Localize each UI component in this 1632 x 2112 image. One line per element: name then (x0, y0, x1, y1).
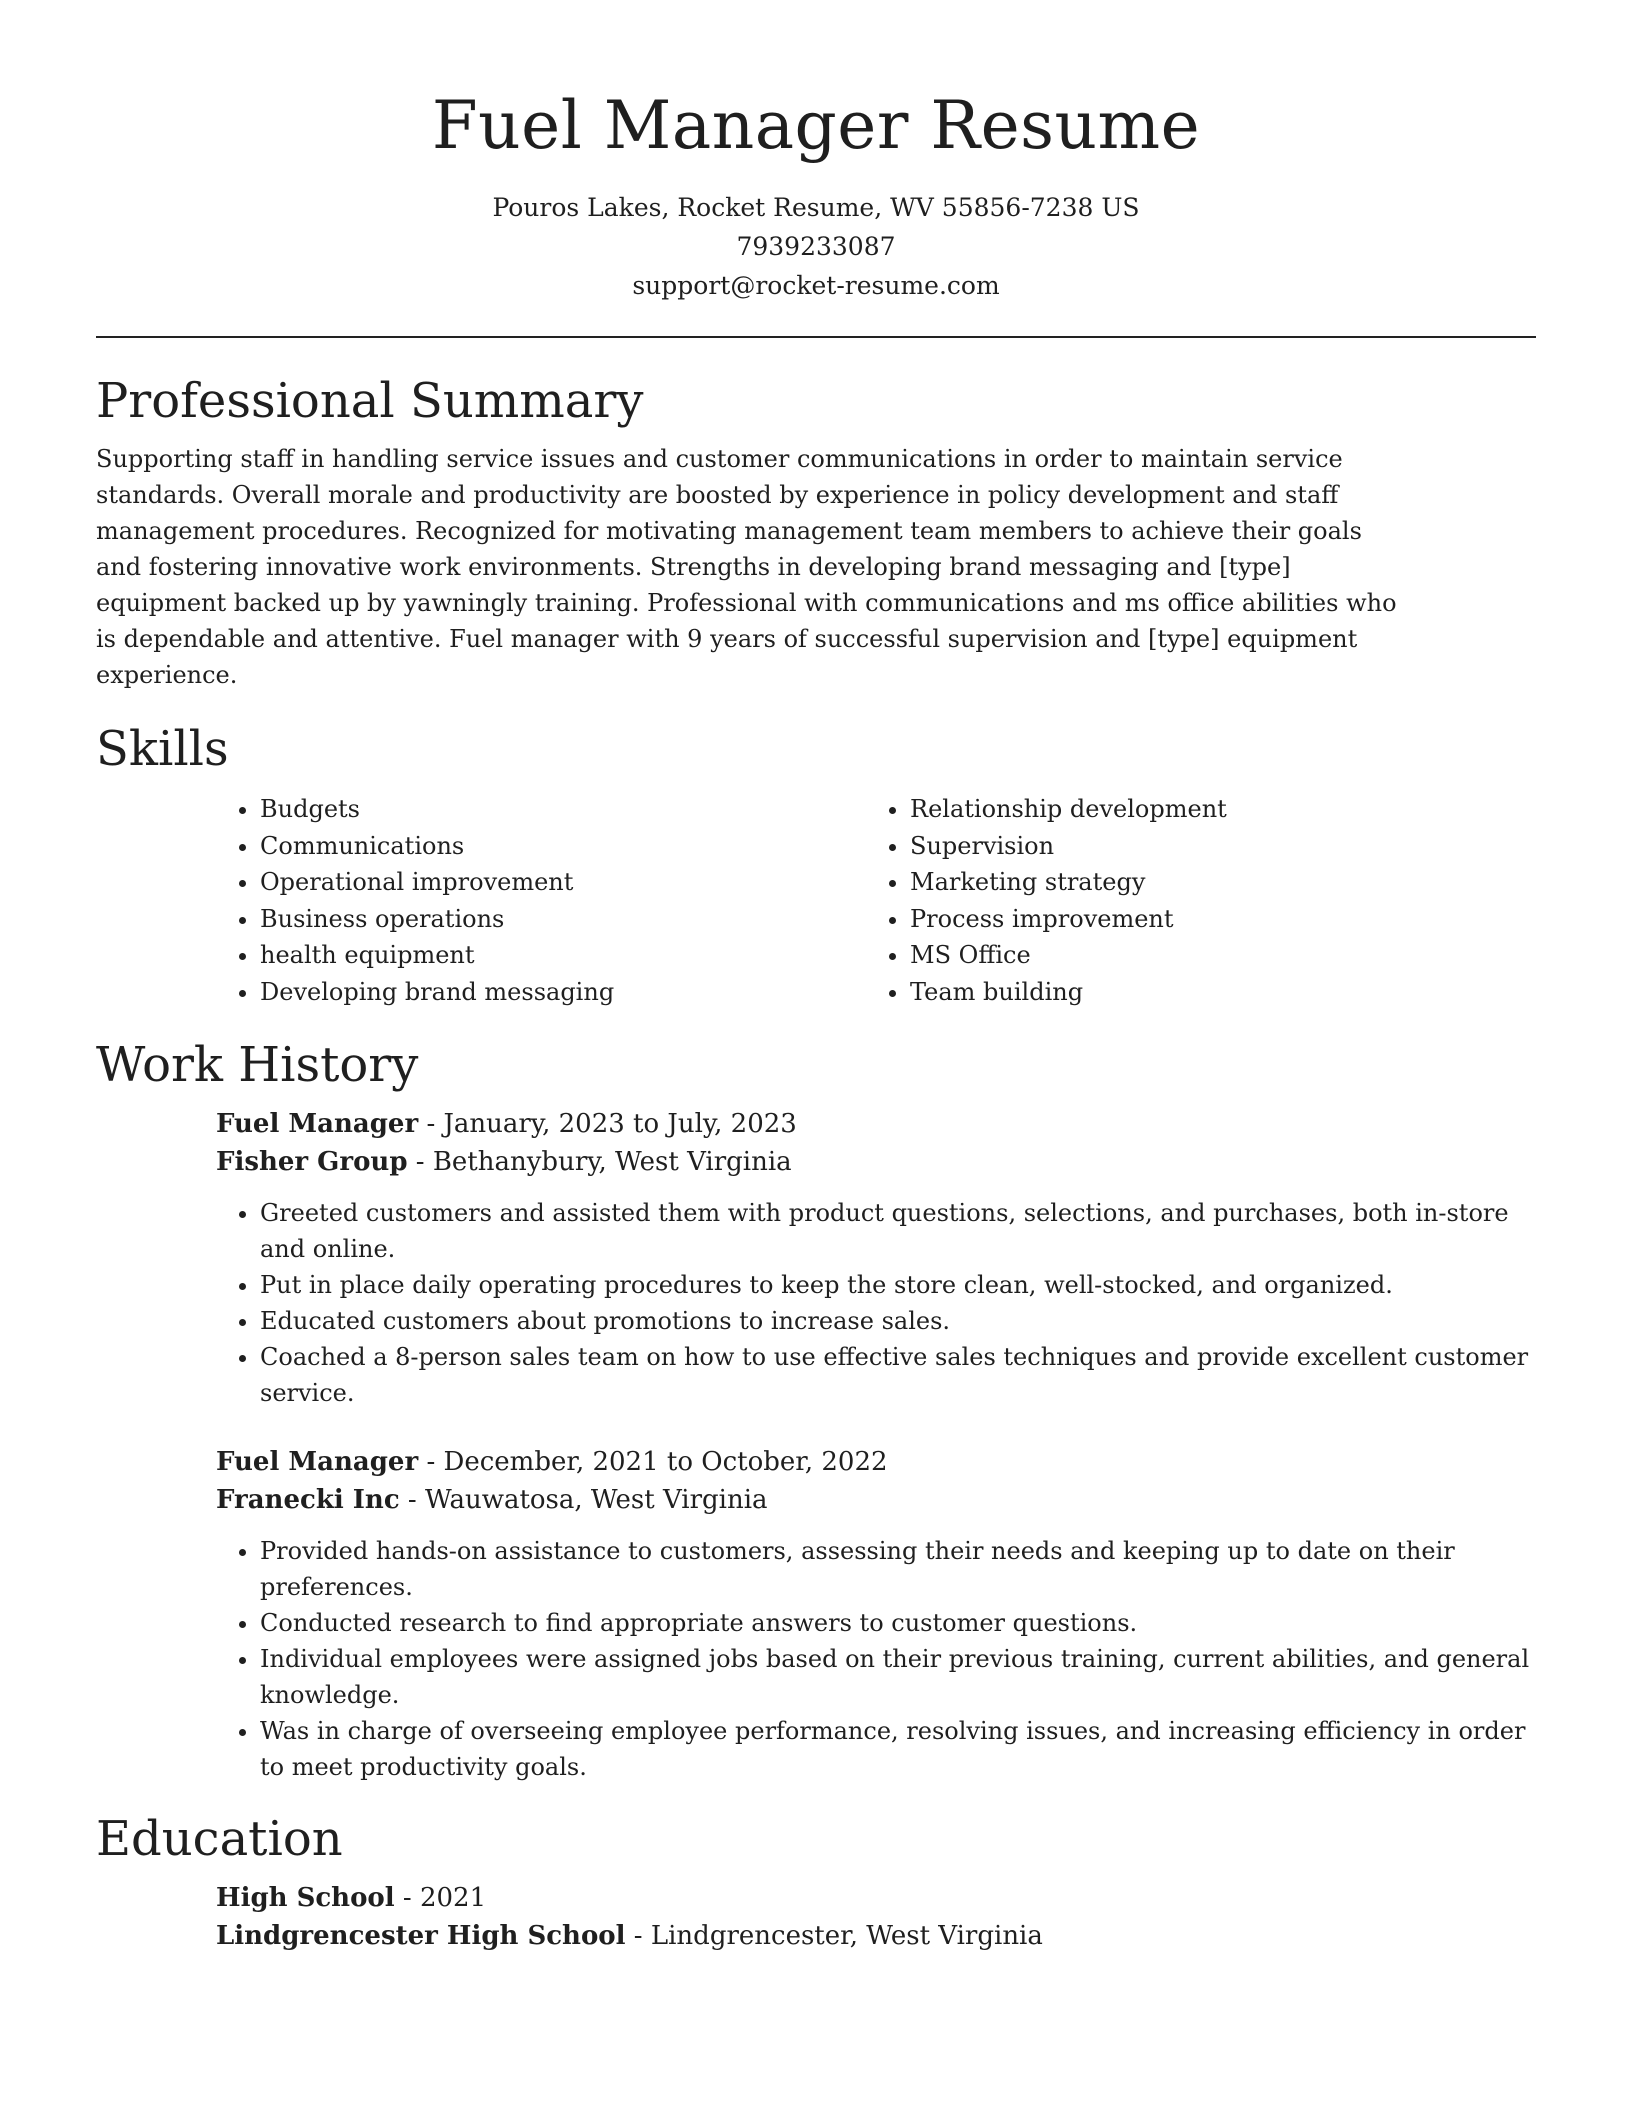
skills-column-left (216, 791, 866, 1011)
job-entry (216, 1105, 1536, 1411)
education-degree: High School (216, 1882, 395, 1913)
contact-email: support@rocket-resume.com (632, 271, 1000, 300)
skill-item: • Developing brand messaging (260, 974, 866, 1011)
education-degree-line (216, 1879, 1536, 1917)
education-location: - Lindgrencester, West Virginia (625, 1920, 1043, 1951)
contact-phone: 7939233087 (736, 232, 896, 261)
job-bullet: • Greeted customers and assisted them with product questions, selections, and purchases, both in-store and online. (260, 1195, 1540, 1267)
job-bullet: • Educated customers about promotions to increase sales. (260, 1303, 1540, 1339)
summary-section (96, 371, 1536, 693)
job-location: - Wauwatosa, West Virginia (399, 1484, 768, 1515)
contact-address: Pouros Lakes, Rocket Resume, WV 55856-7238 US (492, 193, 1140, 222)
skills-column-right (866, 791, 1516, 1011)
education-entry (216, 1879, 1536, 1955)
summary-heading: Professional Summary (96, 373, 644, 429)
skill-item: • Business operations (260, 901, 866, 938)
job-bullet: • Was in charge of overseeing employee performance, resolving issues, and increasing efficiency in order to meet productivity goals. (260, 1713, 1540, 1785)
job-location: - Bethanybury, West Virginia (407, 1146, 792, 1177)
work-section (96, 1035, 1536, 1785)
skills-heading: Skills (96, 721, 229, 777)
job-bullet: • Provided hands-on assistance to customers, assessing their needs and keeping up to date on their preferences. (260, 1533, 1540, 1605)
education-year: - 2021 (394, 1882, 487, 1913)
skills-list (216, 791, 1536, 1011)
skill-item: • MS Office (910, 937, 1516, 974)
education-school-line (216, 1917, 1536, 1955)
job-role: Fuel Manager (216, 1108, 419, 1139)
education-school: Lindgrencester High School (216, 1920, 626, 1951)
skill-item: • Process improvement (910, 901, 1516, 938)
resume-title: Fuel Manager Resume (431, 87, 1201, 164)
resume-page (96, 0, 1536, 1955)
skill-item: • Team building (910, 974, 1516, 1011)
job-bullet: • Conducted research to find appropriate answers to customer questions. (260, 1605, 1540, 1641)
skill-item: • Communications (260, 828, 866, 865)
education-section (96, 1809, 1536, 1955)
skill-item: • Budgets (260, 791, 866, 828)
header-divider (96, 336, 1536, 338)
job-company-line (216, 1143, 1536, 1181)
job-dates: - January, 2023 to July, 2023 (418, 1108, 797, 1139)
education-heading: Education (96, 1810, 343, 1867)
skill-item: • Supervision (910, 828, 1516, 865)
job-company: Franecki Inc (216, 1484, 400, 1515)
skill-item: • Relationship development (910, 791, 1516, 828)
job-bullets (216, 1195, 1540, 1411)
contact-block (96, 188, 1536, 305)
summary-text: Supporting staff in handling service issues and customer communications in order to maintain service standards. Overall morale and productivity are boosted by experience in policy development and staff management procedures. Recognized for motivating management team members to achieve their goals and fostering innovative work environments. Strengths in developing brand messaging and [type] equipment backed up by yawningly training. Professional with communications and ms office abilities who is dependable and attentive. Fuel manager with 9 years of successful supervision and [type] equipment experience. (96, 445, 1397, 689)
job-title-line (216, 1105, 1536, 1143)
job-dates: - December, 2021 to October, 2022 (418, 1446, 888, 1477)
skill-item: • health equipment (260, 937, 866, 974)
resume-header (96, 0, 1536, 305)
job-company: Fisher Group (216, 1146, 408, 1177)
job-title-line (216, 1443, 1536, 1481)
job-bullet: • Individual employees were assigned jobs based on their previous training, current abilities, and general knowledge. (260, 1641, 1540, 1713)
job-bullet: • Put in place daily operating procedures to keep the store clean, well-stocked, and organized. (260, 1267, 1540, 1303)
job-bullets (216, 1533, 1540, 1785)
job-role: Fuel Manager (216, 1446, 419, 1477)
skill-item: • Operational improvement (260, 864, 866, 901)
skills-section (96, 719, 1536, 1011)
job-entry (216, 1443, 1536, 1785)
skill-item: • Marketing strategy (910, 864, 1516, 901)
job-company-line (216, 1481, 1536, 1519)
work-heading: Work History (96, 1036, 419, 1093)
job-bullet: • Coached a 8-person sales team on how to use effective sales techniques and provide excellent customer service. (260, 1339, 1540, 1411)
